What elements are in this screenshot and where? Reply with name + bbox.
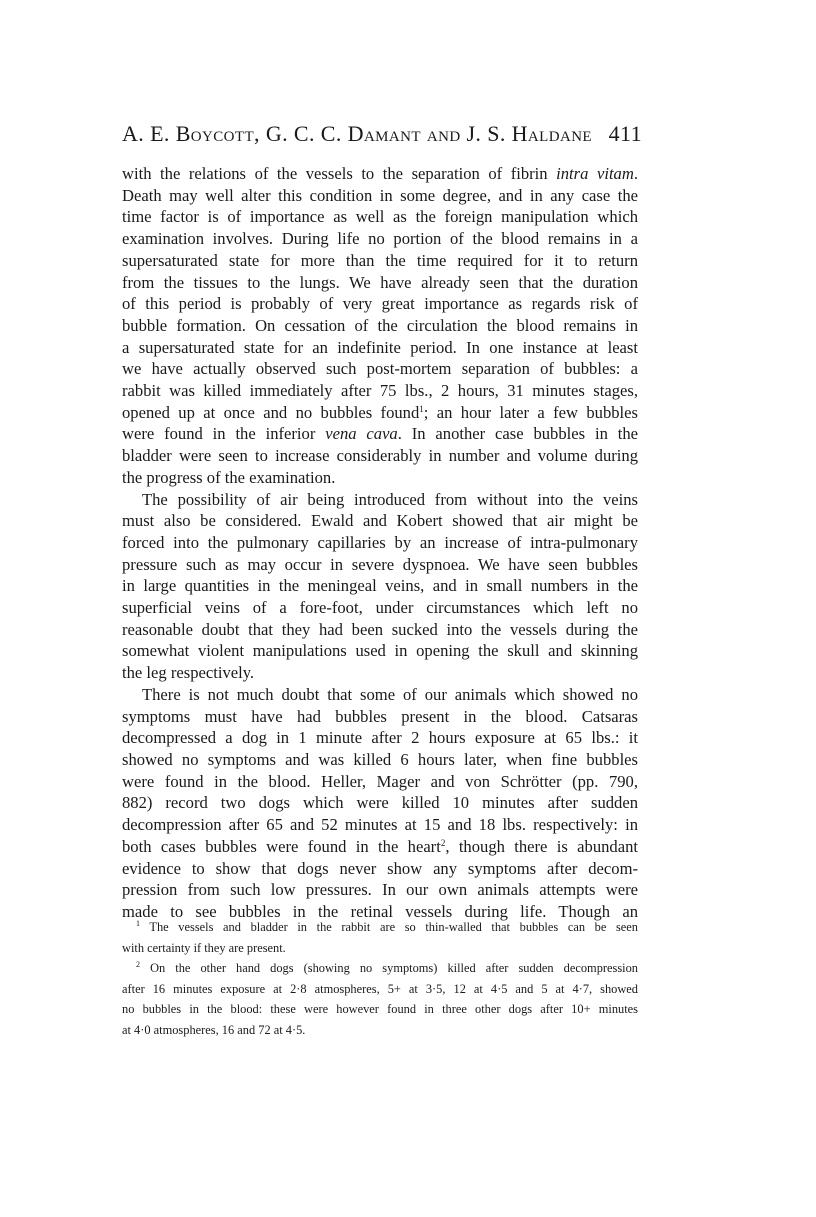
text-line: were found in the inferior vena cava. In another case bubbles in the: [122, 424, 638, 444]
text-line: the leg respectively.: [122, 663, 255, 683]
text-line: a supersaturated state for an indefinite period. In one instance at least: [122, 337, 638, 357]
text-line: pressure such as may occur in severe dyspnoea. We have seen bubbles: [122, 554, 638, 574]
text-line: symptoms must have had bubbles present in the blood. Catsaras: [122, 706, 638, 726]
text-line: of this period is probably of very great importance as regards risk of: [122, 294, 638, 314]
body-text: [122, 163, 638, 923]
paragraph-3: [122, 684, 638, 923]
text-line: in large quantities in the meningeal veins, and in small numbers in the: [122, 576, 638, 596]
text-line: bubble formation. On cessation of the circulation the blood remains in: [122, 315, 638, 335]
footnote-ref-1: 1: [419, 403, 424, 414]
text-line: with the relations of the vessels to the separation of fibrin intra vitam.: [122, 164, 638, 183]
paragraph-1: [122, 163, 638, 489]
paragraph-2: [122, 489, 638, 684]
footnote-line: $^1$ The vessels and bladder in the rabbit are so thin-walled that bubbles can be seen: [136, 919, 638, 934]
running-head: [122, 121, 642, 151]
footnotes: [122, 917, 638, 1041]
text-line: The possibility of air being introduced from without into the veins: [142, 489, 638, 509]
text-line: evidence to show that dogs never show any symptoms after decom-: [122, 858, 638, 878]
text-line: both cases bubbles were found in the heart$^2$, though there is abundant: [122, 836, 638, 856]
text-line: superficial veins of a fore-foot, under circumstances which left no: [122, 598, 638, 618]
footnote-line: $^2$ On the other hand dogs (showing no symptoms) killed after sudden decompression: [136, 960, 638, 976]
footnote-2: [122, 958, 638, 1040]
text-line: opened up at once and no bubbles found$^1$; an hour later a few bubbles: [122, 402, 638, 422]
text-line: we have actually observed such post-mortem separation of bubbles: a: [122, 359, 638, 379]
text-line: reasonable doubt that they had been sucked into the vessels during the: [122, 619, 638, 639]
text-line: from the tissues to the lungs. We have already seen that the duration: [122, 272, 638, 292]
text-line: the progress of the examination.: [122, 467, 336, 487]
footnote-marker-2: 2: [136, 960, 140, 970]
footnote-ref-2: 2: [440, 837, 446, 848]
footnote-line: no bubbles in the blood: these were however found in three other dogs after 10+ minutes: [122, 1002, 638, 1017]
text-line: showed no symptoms and was killed 6 hours later, when fine bubbles: [122, 749, 638, 769]
text-line: examination involves. During life no portion of the blood remains in a: [122, 229, 638, 249]
text-line: rabbit was killed immediately after 75 lbs., 2 hours, 31 minutes stages,: [122, 381, 638, 401]
running-head-authors: A. E. Boycott, G. C. C. Damant and J. S. Haldane: [122, 121, 592, 146]
text-line: made to see bubbles in the retinal vessels during life. Though an: [122, 901, 638, 921]
text-line: decompression after 65 and 52 minutes at 15 and 18 lbs. respectively: in: [122, 815, 638, 835]
text-line: Death may well alter this condition in some degree, and in any case the: [122, 185, 638, 205]
footnote-line: with certainty if they are present.: [122, 940, 286, 955]
footnote-line: at 4·0 atmospheres, 16 and 72 at 4·5.: [122, 1022, 306, 1037]
text-line: pression from such low pressures. In our own animals attempts were: [122, 880, 638, 900]
footnote-line: after 16 minutes exposure at 2·8 atmospheres, 5+ at 3·5, 12 at 4·5 and 5 at 4·7, showed: [122, 981, 638, 996]
page-number: 411: [608, 121, 642, 146]
text-line: were found in the blood. Heller, Mager and von Schrötter (pp. 790,: [122, 771, 638, 791]
footnote-marker-1: 1: [136, 919, 140, 928]
text-line: forced into the pulmonary capillaries by an increase of intra-pulmonary: [122, 532, 638, 552]
text-line: somewhat violent manipulations used in opening the skull and skinning: [122, 641, 638, 661]
text-line: must also be considered. Ewald and Kobert showed that air might be: [122, 511, 638, 531]
text-line: decompressed a dog in 1 minute after 2 hours exposure at 65 lbs.: it: [122, 728, 638, 748]
text-line: time factor is of importance as well as the foreign manipulation which: [122, 207, 638, 227]
text-line: There is not much doubt that some of our animals which showed no: [142, 684, 638, 704]
text-line: bladder were seen to increase considerably in number and volume during: [122, 446, 638, 466]
footnote-1: [122, 917, 638, 958]
text-line: 882) record two dogs which were killed 10 minutes after sudden: [122, 793, 638, 813]
text-line: supersaturated state for more than the time required for it to return: [122, 250, 638, 270]
